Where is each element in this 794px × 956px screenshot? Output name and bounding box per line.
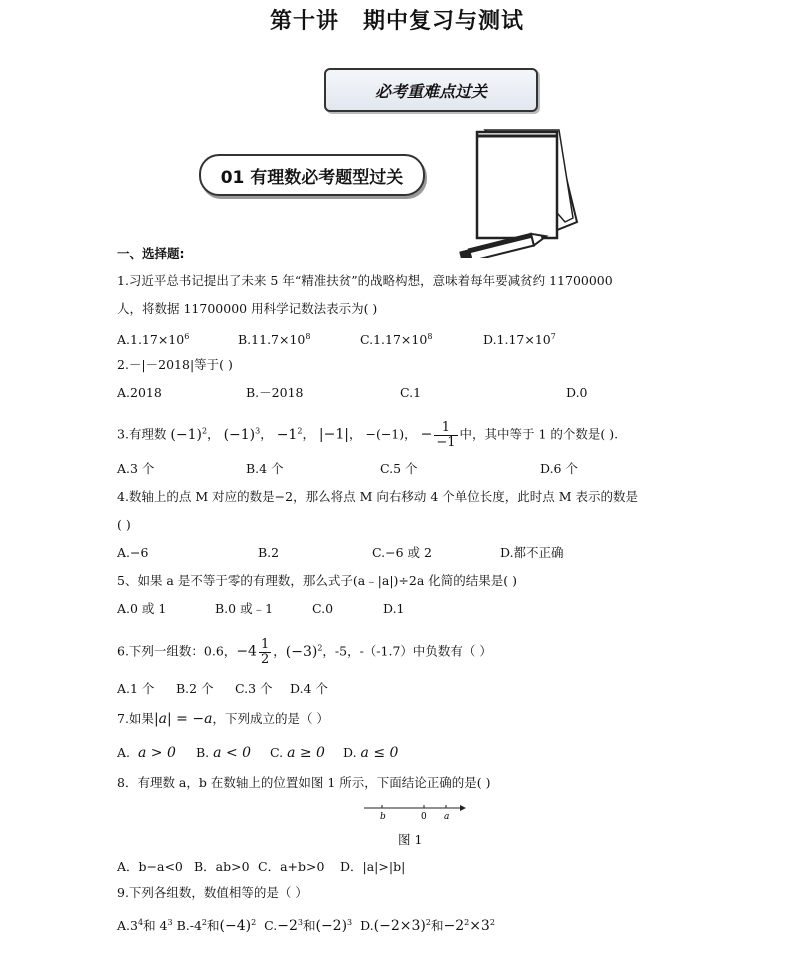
q6-option-d: D.4 个	[290, 681, 328, 696]
q3-option-c: C.5 个	[380, 461, 418, 476]
q9-option-c: $C.-2^3$和$(-2)^3$	[264, 918, 353, 935]
notebook-pencil-icon	[455, 126, 585, 258]
q3-stem: 3.有理数 $(-1)^2$， $(-1)^3$， $-1^2$， |−1|， −(−1)， − $\frac{1}{-1}$ 中，其中等于 1 的个数是( ).	[117, 419, 619, 450]
q4-line2: ( )	[117, 517, 131, 532]
q9-stem: 9.下列各组数，数值相等的是（ ）	[117, 885, 308, 900]
q2-stem: 2.－|－2018|等于( )	[117, 357, 233, 372]
q5-option-d: D.1	[383, 601, 405, 616]
figure-caption: 图 1	[398, 832, 423, 847]
q6-option-c: C.3 个	[235, 681, 273, 696]
q9-option-d: $D.(-2\times 3)^2$和$-2^2\times 3^2$	[360, 918, 495, 935]
q2-option-d: D.0	[566, 385, 588, 400]
q1-option-d: $D.1.17\times 10^7$	[483, 332, 556, 348]
q7-option-c: C. a ≥ 0	[270, 745, 325, 761]
number-line-figure	[362, 802, 466, 822]
q1-line1: 1.习近平总书记提出了未来 5 年“精准扶贫”的战略构想，意味着每年要减贫约 11700000	[117, 273, 613, 288]
q2-option-b: B.－2018	[246, 385, 304, 400]
q8-option-d: D．|a|>|b|	[340, 859, 406, 874]
q3-option-a: A.3 个	[117, 461, 155, 476]
q3-option-d: D.6 个	[540, 461, 578, 476]
q6-option-b: B.2 个	[176, 681, 214, 696]
number-line-a-label: a	[444, 812, 450, 822]
q1-line2: 人，将数据 11700000 用科学记数法表示为( )	[117, 301, 378, 316]
q7-option-d: D. a ≤ 0	[343, 745, 399, 761]
page-title: 第十讲 期中复习与测试	[269, 8, 525, 34]
q1-option-c: $C.1.17\times 10^8$	[360, 332, 433, 348]
number-line-zero-label: 0	[421, 812, 427, 822]
q7-option-a: A. a > 0	[117, 745, 176, 761]
q2-option-c: C.1	[400, 385, 422, 400]
section-banner: 必考重难点过关	[324, 68, 538, 112]
q9-options	[117, 914, 495, 935]
section-heading: 一、选择题:	[117, 246, 185, 261]
q1-option-a: $A.1.17\times 10^6$	[117, 332, 190, 348]
q6-stem: 6.下列一组数：0.6，−4 $\frac{1}{2}$ ，$(-3)^2$，-5，-（-1.7）中负数有（ ）	[117, 636, 492, 667]
q9-option-b: $B.-4^2$和$(-4)^2$	[176, 918, 257, 935]
q5-option-c: C.0	[312, 601, 334, 616]
q4-option-a: A.−6	[117, 545, 149, 560]
q5-option-a: A.0 或 1	[117, 601, 167, 616]
q4-option-c: C.−6 或 2	[372, 545, 432, 560]
q8-option-b: B．ab>0	[194, 859, 250, 874]
q4-option-d: D.都不正确	[500, 545, 564, 560]
q4-option-b: B.2	[258, 545, 280, 560]
q2-option-a: A.2018	[117, 385, 162, 400]
q8-option-c: C．a+b>0	[258, 859, 325, 874]
number-line-b-label: b	[380, 812, 386, 822]
q7-option-b: B. a < 0	[196, 745, 252, 761]
q1-option-b: $B.11.7\times 10^8$	[238, 332, 311, 348]
topic-pill: 01 有理数必考题型过关	[199, 154, 425, 196]
q4-line1: 4.数轴上的点 M 对应的数是−2，那么将点 M 向右移动 4 个单位长度，此时点 M 表示的数是	[117, 489, 638, 504]
q8-option-a: A．b−a<0	[117, 859, 183, 874]
q5-stem: 5、如果 a 是不等于零的有理数，那么式子(a﹣|a|)÷2a 化简的结果是( )	[117, 573, 518, 588]
q6-option-a: A.1 个	[117, 681, 155, 696]
q9-option-a: $A.3^4$和 $4^3$	[117, 918, 173, 934]
q7-stem: 7.如果|a| = −a，下列成立的是（ ）	[117, 711, 329, 727]
q3-option-b: B.4 个	[246, 461, 284, 476]
q5-option-b: B.0 或﹣1	[215, 601, 274, 616]
q8-stem: 8．有理数 a，b 在数轴上的位置如图 1 所示，下面结论正确的是( )	[117, 775, 491, 790]
